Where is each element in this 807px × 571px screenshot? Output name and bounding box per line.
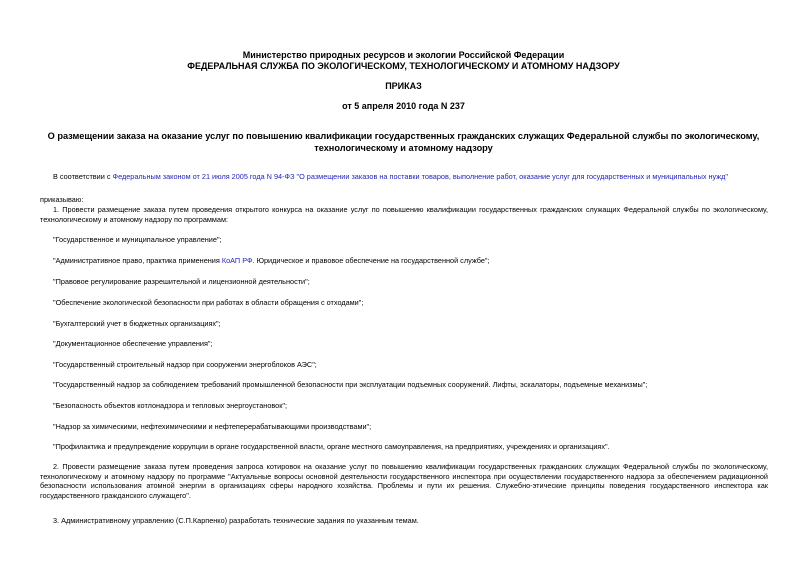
service-name: ФЕДЕРАЛЬНАЯ СЛУЖБА ПО ЭКОЛОГИЧЕСКОМУ, ТЕХНОЛОГИЧЕСКОМУ И АТОМНОМУ НАДЗОРУ — [187, 61, 620, 71]
program-4: "Обеспечение экологической безопасности при работах в области обращения с отходами"; — [53, 298, 364, 307]
program-2-prefix: "Административное право, практика применения — [53, 256, 222, 265]
order-word: приказываю: — [40, 195, 84, 204]
program-8: "Государственный надзор за соблюдением требований промышленной безопасности при эксплуатации подъемных сооружений. Лифты, эскалаторы, подъемные механизмы"; — [53, 380, 648, 389]
item-2: 2. Провести размещение заказа путем проведения запроса котировок на оказание услуг по повышению квалификации государственных гражданских служащих Федеральной службы по экологическому, технологическому и атомному надзору по программе "Актуальные вопросы основной деятельности государственного инспектора при осуществлении государственного надзора за обеспечением радиационной безопасности использования атомной энергии в организациях сферы народного хозяйства. Проблемы и пути их решения. Служебно-этические принципы поведения государственного инспектора как государственного гражданского служащего". — [40, 462, 768, 500]
koap-link[interactable]: КоАП РФ — [221, 256, 253, 265]
item-3: 3. Административному управлению (С.П.Карпенко) разработать технические задания по указанным темам. — [53, 516, 419, 525]
document-type: ПРИКАЗ — [385, 81, 422, 91]
preamble — [53, 172, 773, 182]
federal-law-link[interactable]: Федеральным законом от 21 июля 2005 года N 94-ФЗ "О размещении заказов на поставки товаров, выполнение работ, оказание услуг для государственных и муниципальных нужд" — [112, 172, 728, 181]
program-6: "Документационное обеспечение управления"; — [53, 339, 213, 348]
program-2-suffix: . Юридическое и правовое обеспечение на государственной службе"; — [252, 256, 490, 265]
preamble-prefix: В соответствии с — [53, 172, 113, 181]
program-9: "Безопасность объектов котлонадзора и тепловых энергоустановок"; — [53, 401, 288, 410]
program-5: "Бухгалтерский учет в бюджетных организациях"; — [53, 319, 221, 328]
document-title: О размещении заказа на оказание услуг по повышению квалификации государственных гражданских служащих Федеральной службы по экологическому, технологическому и атомному надзору — [47, 131, 760, 153]
document-date: от 5 апреля 2010 года N 237 — [342, 101, 465, 111]
ministry-name: Министерство природных ресурсов и экологии Российской Федерации — [242, 50, 565, 60]
program-7: "Государственный строительный надзор при сооружении энергоблоков АЭС"; — [53, 360, 317, 369]
program-2 — [53, 256, 490, 266]
program-10: "Надзор за химическими, нефтехимическими и нефтеперерабатывающими производствами"; — [53, 422, 372, 431]
program-1: "Государственное и муниципальное управление"; — [53, 235, 222, 244]
program-11: "Профилактика и предупреждение коррупции в органе государственной власти, органе местного самоуправления, на предприятиях, учреждениях и организациях". — [53, 442, 610, 451]
program-3: "Правовое регулирование разрешительной и лицензионной деятельности"; — [53, 277, 310, 286]
item-1: 1. Провести размещение заказа путем проведения открытого конкурса на оказание услуг по повышению квалификации государственных гражданских служащих Федеральной службы по экологическому, технологическому и атомному надзору по программам: — [40, 205, 768, 224]
